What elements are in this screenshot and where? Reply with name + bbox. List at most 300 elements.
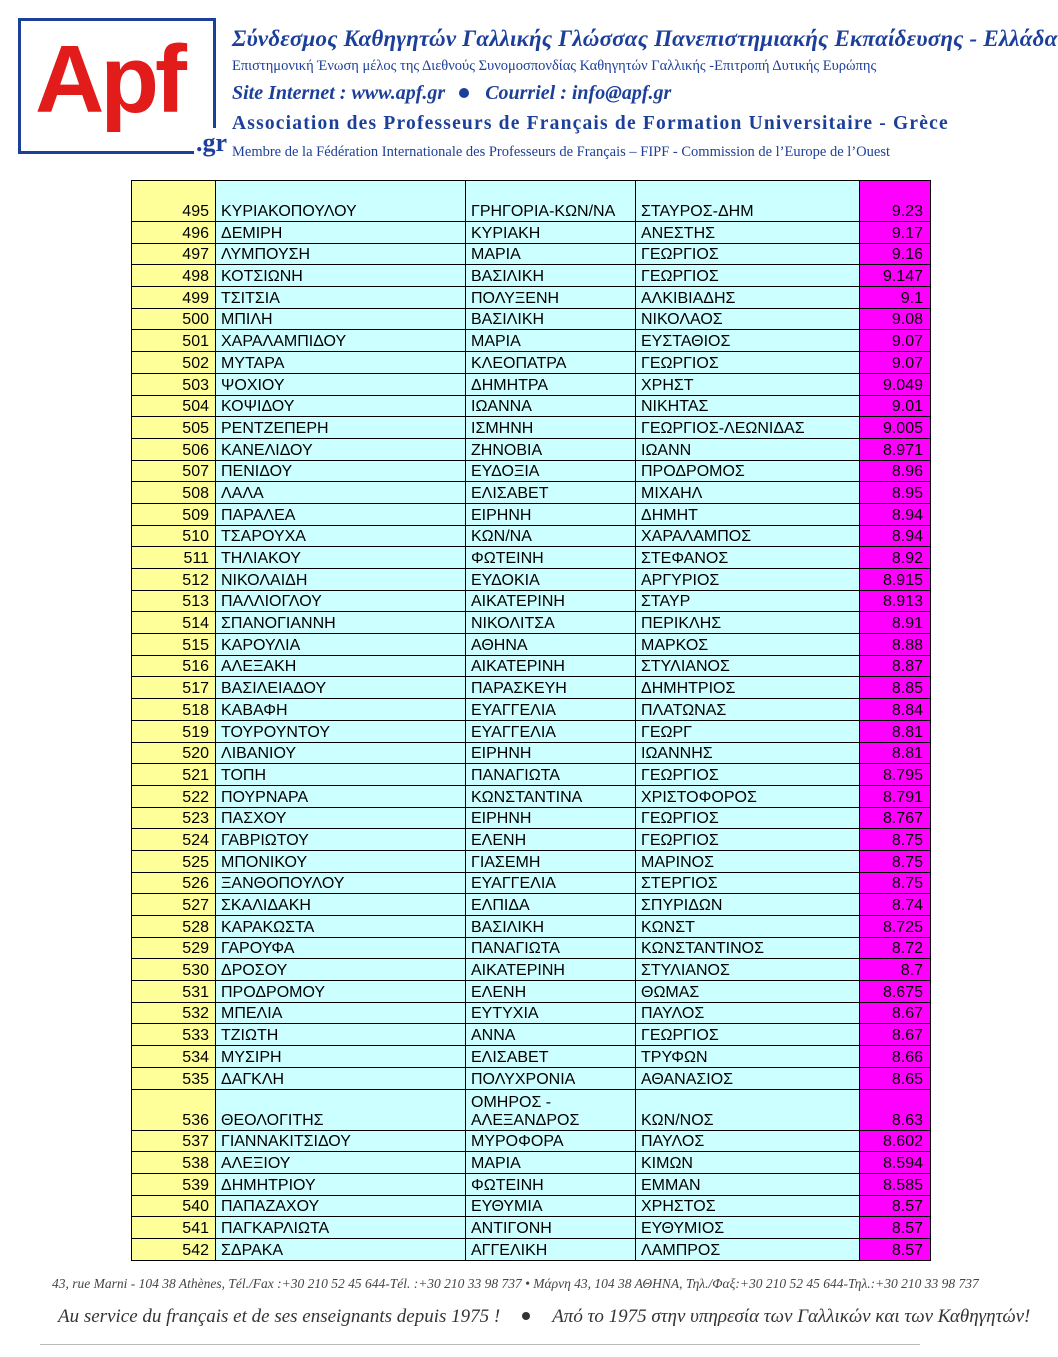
rank-number-cell: 531 <box>132 981 216 1003</box>
table-row <box>132 373 931 395</box>
score-cell: 8.74 <box>860 894 931 916</box>
association-title-greek: Σύνδεσμος Καθηγητών Γαλλικής Γλώσσας Πανεπιστημιακής Εκπαίδευσης - Ελλάδα <box>232 26 1058 51</box>
ranking-table <box>131 180 931 1261</box>
federation-membership: Membre de la Fédération Internationale des Professeurs de Français – FIPF - Commission de l’Europe de l’Ouest <box>232 144 890 160</box>
father-name-cell: ΣΤΕΦΑΝΟΣ <box>636 547 860 569</box>
rank-number-cell: 532 <box>132 1002 216 1024</box>
table-row <box>132 655 931 677</box>
rank-number-cell: 538 <box>132 1152 216 1174</box>
table-row <box>132 1089 931 1130</box>
tagline-french: Au service du français et de ses enseignants depuis 1975 ! <box>58 1306 501 1327</box>
first-name-cell: ΠΟΛΥΞΕΝΗ <box>466 287 636 309</box>
rank-number-cell: 526 <box>132 872 216 894</box>
surname-cell: ΚΟΨΙΔΟΥ <box>216 395 466 417</box>
table-row <box>132 222 931 244</box>
rank-number-cell: 540 <box>132 1195 216 1217</box>
apf-logo <box>18 18 216 154</box>
rank-number-cell: 523 <box>132 807 216 829</box>
table-row <box>132 1002 931 1024</box>
score-cell: 9.147 <box>860 265 931 287</box>
surname-cell: ΠΑΠΑΖΑΧΟΥ <box>216 1195 466 1217</box>
table-row <box>132 807 931 829</box>
first-name-cell: ΕΥΔΟΞΙΑ <box>466 460 636 482</box>
score-cell: 8.81 <box>860 742 931 764</box>
table-row <box>132 243 931 265</box>
score-cell: 9.005 <box>860 417 931 439</box>
surname-cell: ΣΔΡΑΚΑ <box>216 1238 466 1260</box>
first-name-cell: ΠΑΡΑΣΚΕΥΗ <box>466 677 636 699</box>
table-row <box>132 785 931 807</box>
table-row <box>132 1046 931 1068</box>
surname-cell: ΨΟΧΙΟΥ <box>216 373 466 395</box>
rank-number-cell: 519 <box>132 720 216 742</box>
rank-number-cell: 513 <box>132 590 216 612</box>
first-name-cell: ΕΛΙΣΑΒΕΤ <box>466 482 636 504</box>
rank-number-cell: 496 <box>132 222 216 244</box>
father-name-cell: ΧΡΗΣΤ <box>636 373 860 395</box>
surname-cell: ΒΑΣΙΛΕΙΑΔΟΥ <box>216 677 466 699</box>
rank-number-cell: 507 <box>132 460 216 482</box>
first-name-cell: ΚΥΡΙΑΚΗ <box>466 222 636 244</box>
score-cell: 8.767 <box>860 807 931 829</box>
father-name-cell: ΠΑΥΛΟΣ <box>636 1002 860 1024</box>
score-cell: 8.67 <box>860 1002 931 1024</box>
surname-cell: ΚΑΡΑΚΩΣΤΑ <box>216 916 466 938</box>
surname-cell: ΠΡΟΔΡΟΜΟΥ <box>216 981 466 1003</box>
first-name-cell: ΒΑΣΙΛΙΚΗ <box>466 265 636 287</box>
rank-number-cell: 511 <box>132 547 216 569</box>
table-row <box>132 308 931 330</box>
surname-cell: ΛΙΒΑΝΙΟΥ <box>216 742 466 764</box>
score-cell: 8.585 <box>860 1173 931 1195</box>
father-name-cell: ΣΤΥΛΙΑΝΟΣ <box>636 959 860 981</box>
score-cell: 8.96 <box>860 460 931 482</box>
father-name-cell: ΧΡΗΣΤΟΣ <box>636 1195 860 1217</box>
father-name-cell: ΕΥΘΥΜΙΟΣ <box>636 1217 860 1239</box>
rank-number-cell: 502 <box>132 352 216 374</box>
rank-number-cell: 506 <box>132 438 216 460</box>
father-name-cell: ΝΙΚΟΛΑΟΣ <box>636 308 860 330</box>
rank-number-cell: 501 <box>132 330 216 352</box>
surname-cell: ΜΥΤΑΡΑ <box>216 352 466 374</box>
surname-cell: ΤΖΙΩΤΗ <box>216 1024 466 1046</box>
letterhead <box>0 0 1058 170</box>
table-row <box>132 829 931 851</box>
score-cell: 8.791 <box>860 785 931 807</box>
table-row <box>132 352 931 374</box>
score-cell: 8.725 <box>860 916 931 938</box>
rank-number-cell: 539 <box>132 1173 216 1195</box>
father-name-cell: ΓΕΩΡΓΙΟΣ <box>636 764 860 786</box>
father-name-cell: ΑΡΓΥΡΙΟΣ <box>636 569 860 591</box>
table-row <box>132 460 931 482</box>
table-row <box>132 1067 931 1089</box>
first-name-cell: ΕΥΤΥΧΙΑ <box>466 1002 636 1024</box>
first-name-cell: ΕΥΔΟΚΙΑ <box>466 569 636 591</box>
score-cell: 9.1 <box>860 287 931 309</box>
first-name-cell: ΙΩΑΝΝΑ <box>466 395 636 417</box>
score-cell: 8.675 <box>860 981 931 1003</box>
score-cell: 8.57 <box>860 1238 931 1260</box>
first-name-cell: ΕΙΡΗΝΗ <box>466 503 636 525</box>
father-name-cell: ΕΜΜΑΝ <box>636 1173 860 1195</box>
surname-cell: ΤΟΥΡΟΥΝΤΟΥ <box>216 720 466 742</box>
surname-cell: ΘΕΟΛΟΓΙΤΗΣ <box>216 1089 466 1130</box>
father-name-cell: ΣΠΥΡΙΔΩΝ <box>636 894 860 916</box>
rank-number-cell: 534 <box>132 1046 216 1068</box>
rank-number-cell: 495 <box>132 181 216 222</box>
first-name-cell: ΚΩΝΣΤΑΝΤΙΝΑ <box>466 785 636 807</box>
rank-number-cell: 512 <box>132 569 216 591</box>
rank-number-cell: 529 <box>132 937 216 959</box>
father-name-cell: ΑΘΑΝΑΣΙΟΣ <box>636 1067 860 1089</box>
first-name-cell: ΕΥΘΥΜΙΑ <box>466 1195 636 1217</box>
score-cell: 8.88 <box>860 634 931 656</box>
first-name-cell: ΠΟΛΥΧΡΟΝΙΑ <box>466 1067 636 1089</box>
father-name-cell: ΓΕΩΡΓΙΟΣ <box>636 1024 860 1046</box>
rank-number-cell: 514 <box>132 612 216 634</box>
first-name-cell: ΑΙΚΑΤΕΡΙΝΗ <box>466 590 636 612</box>
table-row <box>132 330 931 352</box>
surname-cell: ΔΑΓΚΛΗ <box>216 1067 466 1089</box>
surname-cell: ΠΑΡΑΛΕΑ <box>216 503 466 525</box>
surname-cell: ΓΑΡΟΥΦΑ <box>216 937 466 959</box>
surname-cell: ΠΑΣΧΟΥ <box>216 807 466 829</box>
father-name-cell: ΜΙΧΑΗΛ <box>636 482 860 504</box>
footer-address: 43, rue Marni - 104 38 Athènes, Tél./Fax :+30 210 52 45 644-Tél. :+30 210 33 98 737 • Μάρνη 43, 104 38 ΑΘΗΝΑ, Τηλ./Φαξ:+30 210 52 45 644-Τηλ.:+30 210 33 98 737 <box>52 1276 979 1291</box>
first-name-cell: ΕΥΑΓΓΕΛΙΑ <box>466 699 636 721</box>
father-name-cell: ΑΝΕΣΤΗΣ <box>636 222 860 244</box>
father-name-cell: ΔΗΜΗΤΡΙΟΣ <box>636 677 860 699</box>
table-row <box>132 850 931 872</box>
father-name-cell: ΑΛΚΙΒΙΑΔΗΣ <box>636 287 860 309</box>
rank-number-cell: 522 <box>132 785 216 807</box>
first-name-cell: ΕΙΡΗΝΗ <box>466 742 636 764</box>
score-cell: 8.594 <box>860 1152 931 1174</box>
first-name-cell: ΦΩΤΕΙΝΗ <box>466 1173 636 1195</box>
father-name-cell: ΚΙΜΩΝ <box>636 1152 860 1174</box>
score-cell: 8.602 <box>860 1130 931 1152</box>
father-name-cell: ΚΩΝΣΤΑΝΤΙΝΟΣ <box>636 937 860 959</box>
table-row <box>132 916 931 938</box>
score-cell: 9.17 <box>860 222 931 244</box>
score-cell: 9.049 <box>860 373 931 395</box>
surname-cell: ΛΑΛΑ <box>216 482 466 504</box>
table-row <box>132 525 931 547</box>
table-row <box>132 1238 931 1260</box>
first-name-cell: ΜΑΡΙΑ <box>466 1152 636 1174</box>
rank-number-cell: 536 <box>132 1089 216 1130</box>
father-name-cell: ΣΤΑΥΡ <box>636 590 860 612</box>
table-row <box>132 417 931 439</box>
first-name-cell: ΕΛΙΣΑΒΕΤ <box>466 1046 636 1068</box>
table-row <box>132 1173 931 1195</box>
father-name-cell: ΛΑΜΠΡΟΣ <box>636 1238 860 1260</box>
rank-number-cell: 541 <box>132 1217 216 1239</box>
table-row <box>132 959 931 981</box>
table-row <box>132 634 931 656</box>
score-cell: 9.16 <box>860 243 931 265</box>
father-name-cell: ΓΕΩΡΓΙΟΣ <box>636 243 860 265</box>
rank-number-cell: 509 <box>132 503 216 525</box>
father-name-cell: ΣΤΕΡΓΙΟΣ <box>636 872 860 894</box>
table-row <box>132 265 931 287</box>
association-subtitle-greek: Επιστημονική Ένωση μέλος της Διεθνούς Συνομοσπονδίας Καθηγητών Γαλλικής -Επιτροπή Δυτικής Ευρώπης <box>232 58 877 74</box>
score-cell: 8.81 <box>860 720 931 742</box>
table-row <box>132 482 931 504</box>
first-name-cell: ΑΝΤΙΓΟΝΗ <box>466 1217 636 1239</box>
rank-number-cell: 535 <box>132 1067 216 1089</box>
surname-cell: ΑΛΕΞΙΟΥ <box>216 1152 466 1174</box>
surname-cell: ΚΟΤΣΙΩΝΗ <box>216 265 466 287</box>
table-row <box>132 937 931 959</box>
father-name-cell: ΓΕΩΡΓΙΟΣ <box>636 807 860 829</box>
first-name-cell: ΜΑΡΙΑ <box>466 243 636 265</box>
rank-number-cell: 537 <box>132 1130 216 1152</box>
father-name-cell: ΠΑΥΛΟΣ <box>636 1130 860 1152</box>
rank-number-cell: 542 <box>132 1238 216 1260</box>
first-name-cell: ΜΑΡΙΑ <box>466 330 636 352</box>
table-row <box>132 181 931 222</box>
table-row <box>132 872 931 894</box>
first-name-cell: ΦΩΤΕΙΝΗ <box>466 547 636 569</box>
first-name-cell: ΓΙΑΣΕΜΗ <box>466 850 636 872</box>
surname-cell: ΚΥΡΙΑΚΟΠΟΥΛΟΥ <box>216 181 466 222</box>
score-cell: 8.915 <box>860 569 931 591</box>
father-name-cell: ΣΤΥΛΙΑΝΟΣ <box>636 655 860 677</box>
table-row <box>132 395 931 417</box>
rank-number-cell: 497 <box>132 243 216 265</box>
score-cell: 8.67 <box>860 1024 931 1046</box>
first-name-cell: ΑΙΚΑΤΕΡΙΝΗ <box>466 655 636 677</box>
rank-number-cell: 499 <box>132 287 216 309</box>
first-name-cell: ΜΥΡΟΦΟΡΑ <box>466 1130 636 1152</box>
first-name-cell: ΚΛΕΟΠΑΤΡΑ <box>466 352 636 374</box>
surname-cell: ΚΑΝΕΛΙΔΟΥ <box>216 438 466 460</box>
first-name-cell: ΒΑΣΙΛΙΚΗ <box>466 916 636 938</box>
score-cell: 9.01 <box>860 395 931 417</box>
table-row <box>132 1130 931 1152</box>
rank-number-cell: 524 <box>132 829 216 851</box>
score-cell: 8.91 <box>860 612 931 634</box>
father-name-cell: ΤΡΥΦΩΝ <box>636 1046 860 1068</box>
logo-text: Apf <box>35 26 183 133</box>
surname-cell: ΑΛΕΞΑΚΗ <box>216 655 466 677</box>
rank-number-cell: 504 <box>132 395 216 417</box>
contact-line <box>232 82 671 105</box>
tagline-greek: Από το 1975 στην υπηρεσία των Γαλλικών και των Καθηγητών! <box>552 1306 1031 1327</box>
rank-number-cell: 521 <box>132 764 216 786</box>
surname-cell: ΣΚΑΛΙΔΑΚΗ <box>216 894 466 916</box>
surname-cell: ΛΥΜΠΟΥΣΗ <box>216 243 466 265</box>
logo-domain: .gr <box>196 128 228 157</box>
surname-cell: ΜΠΙΛΗ <box>216 308 466 330</box>
father-name-cell: ΠΡΟΔΡΟΜΟΣ <box>636 460 860 482</box>
score-cell: 8.7 <box>860 959 931 981</box>
score-cell: 8.87 <box>860 655 931 677</box>
first-name-cell: ΓΡΗΓΟΡΙΑ-ΚΩΝ/ΝΑ <box>466 181 636 222</box>
score-cell: 8.94 <box>860 503 931 525</box>
surname-cell: ΡΕΝΤΖΕΠΕΡΗ <box>216 417 466 439</box>
table-row <box>132 590 931 612</box>
father-name-cell: ΔΗΜΗΤ <box>636 503 860 525</box>
score-cell: 8.57 <box>860 1217 931 1239</box>
table-row <box>132 547 931 569</box>
father-name-cell: ΝΙΚΗΤΑΣ <box>636 395 860 417</box>
score-cell: 8.63 <box>860 1089 931 1130</box>
father-name-cell: ΚΩΝΣΤ <box>636 916 860 938</box>
first-name-cell: ΟΜΗΡΟΣ - ΑΛΕΞΑΝΔΡΟΣ <box>466 1089 636 1130</box>
table-row <box>132 287 931 309</box>
first-name-cell: ΠΑΝΑΓΙΩΤΑ <box>466 937 636 959</box>
first-name-cell: ΠΑΝΑΓΙΩΤΑ <box>466 764 636 786</box>
father-name-cell: ΧΑΡΑΛΑΜΠΟΣ <box>636 525 860 547</box>
first-name-cell: ΖΗΝΟΒΙΑ <box>466 438 636 460</box>
first-name-cell: ΕΙΡΗΝΗ <box>466 807 636 829</box>
first-name-cell: ΔΗΜΗΤΡΑ <box>466 373 636 395</box>
email-text: Courriel : info@apf.gr <box>485 82 672 104</box>
table-row <box>132 764 931 786</box>
surname-cell: ΓΑΒΡΙΩΤΟΥ <box>216 829 466 851</box>
rank-number-cell: 505 <box>132 417 216 439</box>
rank-number-cell: 516 <box>132 655 216 677</box>
first-name-cell: ΑΝΝΑ <box>466 1024 636 1046</box>
father-name-cell: ΓΕΩΡΓΙΟΣ <box>636 265 860 287</box>
surname-cell: ΜΥΣΙΡΗ <box>216 1046 466 1068</box>
rank-number-cell: 518 <box>132 699 216 721</box>
surname-cell: ΧΑΡΑΛΑΜΠΙΔΟΥ <box>216 330 466 352</box>
table-row <box>132 1217 931 1239</box>
table-row <box>132 612 931 634</box>
first-name-cell: ΝΙΚΟΛΙΤΣΑ <box>466 612 636 634</box>
first-name-cell: ΕΥΑΓΓΕΛΙΑ <box>466 720 636 742</box>
table-row <box>132 1152 931 1174</box>
father-name-cell: ΙΩΑΝΝΗΣ <box>636 742 860 764</box>
surname-cell: ΓΙΑΝΝΑΚΙΤΣΙΔΟΥ <box>216 1130 466 1152</box>
surname-cell: ΔΡΟΣΟΥ <box>216 959 466 981</box>
rank-number-cell: 533 <box>132 1024 216 1046</box>
surname-cell: ΜΠΟΝΙΚΟΥ <box>216 850 466 872</box>
score-cell: 8.913 <box>860 590 931 612</box>
first-name-cell: ΚΩΝ/ΝΑ <box>466 525 636 547</box>
surname-cell: ΜΠΕΛΙΑ <box>216 1002 466 1024</box>
score-cell: 8.94 <box>860 525 931 547</box>
surname-cell: ΤΣΑΡΟΥΧΑ <box>216 525 466 547</box>
rank-number-cell: 503 <box>132 373 216 395</box>
father-name-cell: ΧΡΙΣΤΟΦΟΡΟΣ <box>636 785 860 807</box>
website-text: Site Internet : www.apf.gr <box>232 82 446 104</box>
rank-number-cell: 517 <box>132 677 216 699</box>
surname-cell: ΠΑΛΛΙΟΓΛΟΥ <box>216 590 466 612</box>
rank-number-cell: 510 <box>132 525 216 547</box>
ranking-table-body <box>132 181 931 1261</box>
first-name-cell: ΙΣΜΗΝΗ <box>466 417 636 439</box>
table-row <box>132 742 931 764</box>
score-cell: 9.08 <box>860 308 931 330</box>
score-cell: 8.84 <box>860 699 931 721</box>
surname-cell: ΠΕΝΙΔΟΥ <box>216 460 466 482</box>
first-name-cell: ΕΛΠΙΔΑ <box>466 894 636 916</box>
father-name-cell: ΕΥΣΤΑΘΙΟΣ <box>636 330 860 352</box>
father-name-cell: ΘΩΜΑΣ <box>636 981 860 1003</box>
table-row <box>132 569 931 591</box>
score-cell: 9.23 <box>860 181 931 222</box>
surname-cell: ΤΣΙΤΣΙΑ <box>216 287 466 309</box>
surname-cell: ΚΑΒΑΦΗ <box>216 699 466 721</box>
score-cell: 9.07 <box>860 330 931 352</box>
footer-tagline <box>58 1306 1030 1328</box>
father-name-cell: ΠΛΑΤΩΝΑΣ <box>636 699 860 721</box>
score-cell: 8.65 <box>860 1067 931 1089</box>
table-row <box>132 720 931 742</box>
bullet-icon <box>522 1312 530 1320</box>
father-name-cell: ΜΑΡΚΟΣ <box>636 634 860 656</box>
table-row <box>132 894 931 916</box>
score-cell: 9.07 <box>860 352 931 374</box>
rank-number-cell: 515 <box>132 634 216 656</box>
surname-cell: ΝΙΚΟΛΑΙΔΗ <box>216 569 466 591</box>
father-name-cell: ΜΑΡΙΝΟΣ <box>636 850 860 872</box>
table-row <box>132 503 931 525</box>
score-cell: 8.795 <box>860 764 931 786</box>
father-name-cell: ΓΕΩΡΓΙΟΣ-ΛΕΩΝΙΔΑΣ <box>636 417 860 439</box>
father-name-cell: ΙΩΑΝΝ <box>636 438 860 460</box>
table-row <box>132 677 931 699</box>
father-name-cell: ΓΕΩΡΓΙΟΣ <box>636 352 860 374</box>
score-cell: 8.75 <box>860 829 931 851</box>
score-cell: 8.75 <box>860 872 931 894</box>
association-title-french: Association des Professeurs de Français de Formation Universitaire - Grèce <box>232 113 949 134</box>
surname-cell: ΞΑΝΘΟΠΟΥΛΟΥ <box>216 872 466 894</box>
first-name-cell: ΕΛΕΝΗ <box>466 829 636 851</box>
bullet-icon <box>459 88 469 98</box>
surname-cell: ΠΑΓΚΑΡΛΙΩΤΑ <box>216 1217 466 1239</box>
surname-cell: ΔΗΜΗΤΡΙΟΥ <box>216 1173 466 1195</box>
surname-cell: ΤΗΛΙΑΚΟΥ <box>216 547 466 569</box>
surname-cell: ΠΟΥΡΝΑΡΑ <box>216 785 466 807</box>
score-cell: 8.66 <box>860 1046 931 1068</box>
rank-number-cell: 530 <box>132 959 216 981</box>
score-cell: 8.95 <box>860 482 931 504</box>
father-name-cell: ΓΕΩΡΓ <box>636 720 860 742</box>
father-name-cell: ΣΤΑΥΡΟΣ-ΔΗΜ <box>636 181 860 222</box>
father-name-cell: ΓΕΩΡΓΙΟΣ <box>636 829 860 851</box>
first-name-cell: ΒΑΣΙΛΙΚΗ <box>466 308 636 330</box>
score-cell: 8.92 <box>860 547 931 569</box>
surname-cell: ΣΠΑΝΟΓΙΑΝΝΗ <box>216 612 466 634</box>
score-cell: 8.72 <box>860 937 931 959</box>
rank-number-cell: 525 <box>132 850 216 872</box>
rank-number-cell: 520 <box>132 742 216 764</box>
score-cell: 8.57 <box>860 1195 931 1217</box>
table-row <box>132 1024 931 1046</box>
first-name-cell: ΕΥΑΓΓΕΛΙΑ <box>466 872 636 894</box>
first-name-cell: ΑΓΓΕΛΙΚΗ <box>466 1238 636 1260</box>
father-name-cell: ΠΕΡΙΚΛΗΣ <box>636 612 860 634</box>
father-name-cell: ΚΩΝ/ΝΟΣ <box>636 1089 860 1130</box>
rank-number-cell: 508 <box>132 482 216 504</box>
rank-number-cell: 528 <box>132 916 216 938</box>
table-row <box>132 981 931 1003</box>
footer <box>0 1262 1031 1357</box>
first-name-cell: ΕΛΕΝΗ <box>466 981 636 1003</box>
footer-divider <box>40 1344 920 1345</box>
first-name-cell: ΑΘΗΝΑ <box>466 634 636 656</box>
score-cell: 8.85 <box>860 677 931 699</box>
score-cell: 8.971 <box>860 438 931 460</box>
surname-cell: ΚΑΡΟΥΛΙΑ <box>216 634 466 656</box>
table-row <box>132 438 931 460</box>
